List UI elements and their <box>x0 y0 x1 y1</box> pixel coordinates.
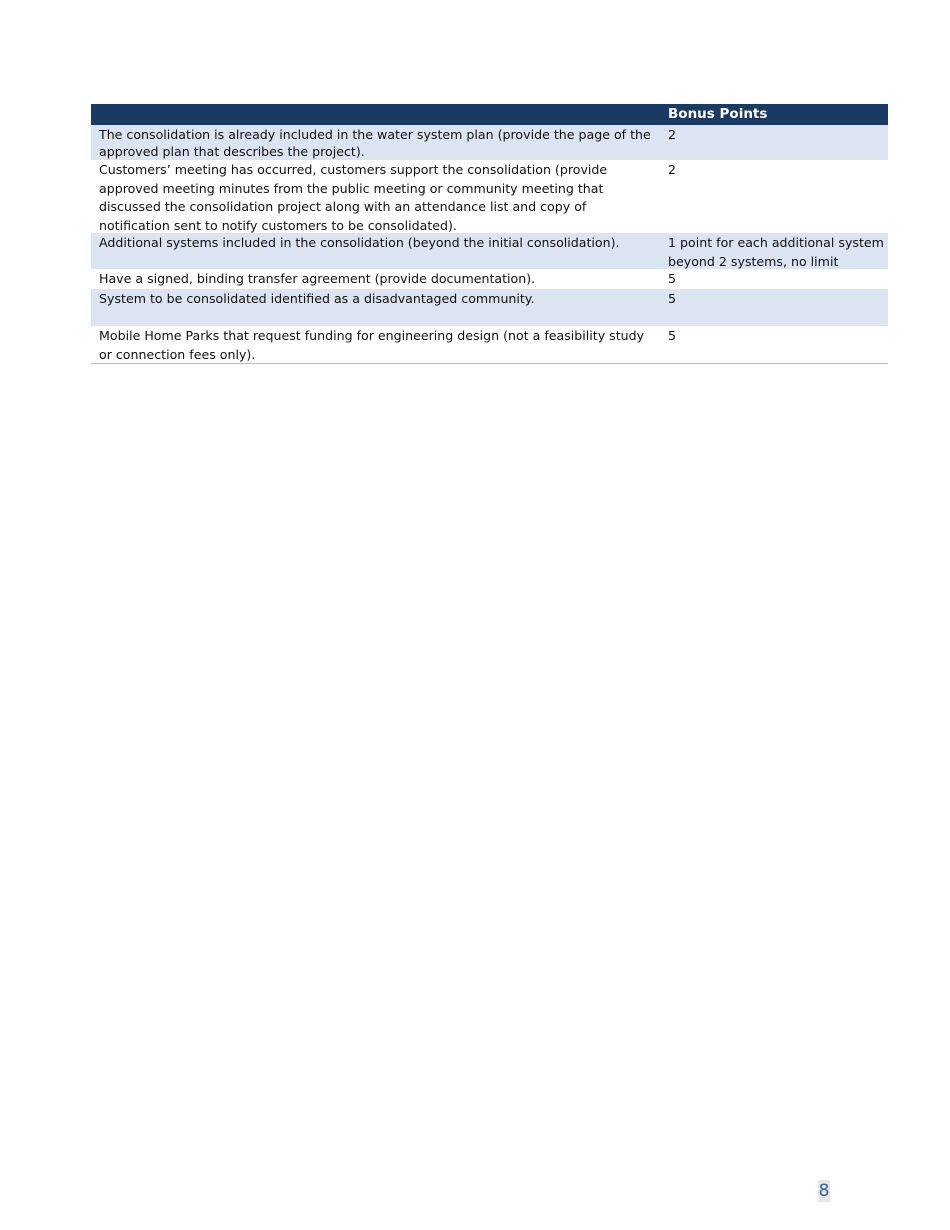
table-header-row <box>91 104 888 125</box>
header-bonus-points-cell: Bonus Points <box>668 106 768 122</box>
row-points: 5 <box>668 291 677 306</box>
table-row <box>91 125 888 160</box>
row-points: 2 <box>668 162 677 177</box>
table-row <box>91 326 888 363</box>
row-description: System to be consolidated identified as a disadvantaged community. <box>99 291 535 306</box>
bonus-points-table <box>91 104 888 364</box>
page-number: 8 <box>818 1181 830 1201</box>
table-row <box>91 269 888 289</box>
row-points: 5 <box>668 271 677 286</box>
row-description: Mobile Home Parks that request funding for engineering design (not a feasibility study or connection fees only). <box>99 328 645 362</box>
row-points: 2 <box>668 127 677 142</box>
row-description: Additional systems included in the consolidation (beyond the initial consolidation). <box>99 235 620 250</box>
row-points: 5 <box>668 328 677 343</box>
table-row <box>91 233 888 269</box>
row-points: 1 point for each additional system beyond 2 systems, no limit <box>668 235 884 269</box>
header-description-cell <box>91 104 660 125</box>
row-description: Have a signed, binding transfer agreement (provide documentation). <box>99 271 536 286</box>
row-description: Customers’ meeting has occurred, customers support the consolidation (provide approved meeting minutes from the public meeting or community meeting that discussed the consolidation project along with an attendance list and copy of notification sent to notify customers to be consolidated). <box>99 162 608 233</box>
row-description: The consolidation is already included in the water system plan (provide the page of the approved plan that describes the project). <box>99 127 651 159</box>
table-row <box>91 289 888 326</box>
table-row <box>91 160 888 233</box>
